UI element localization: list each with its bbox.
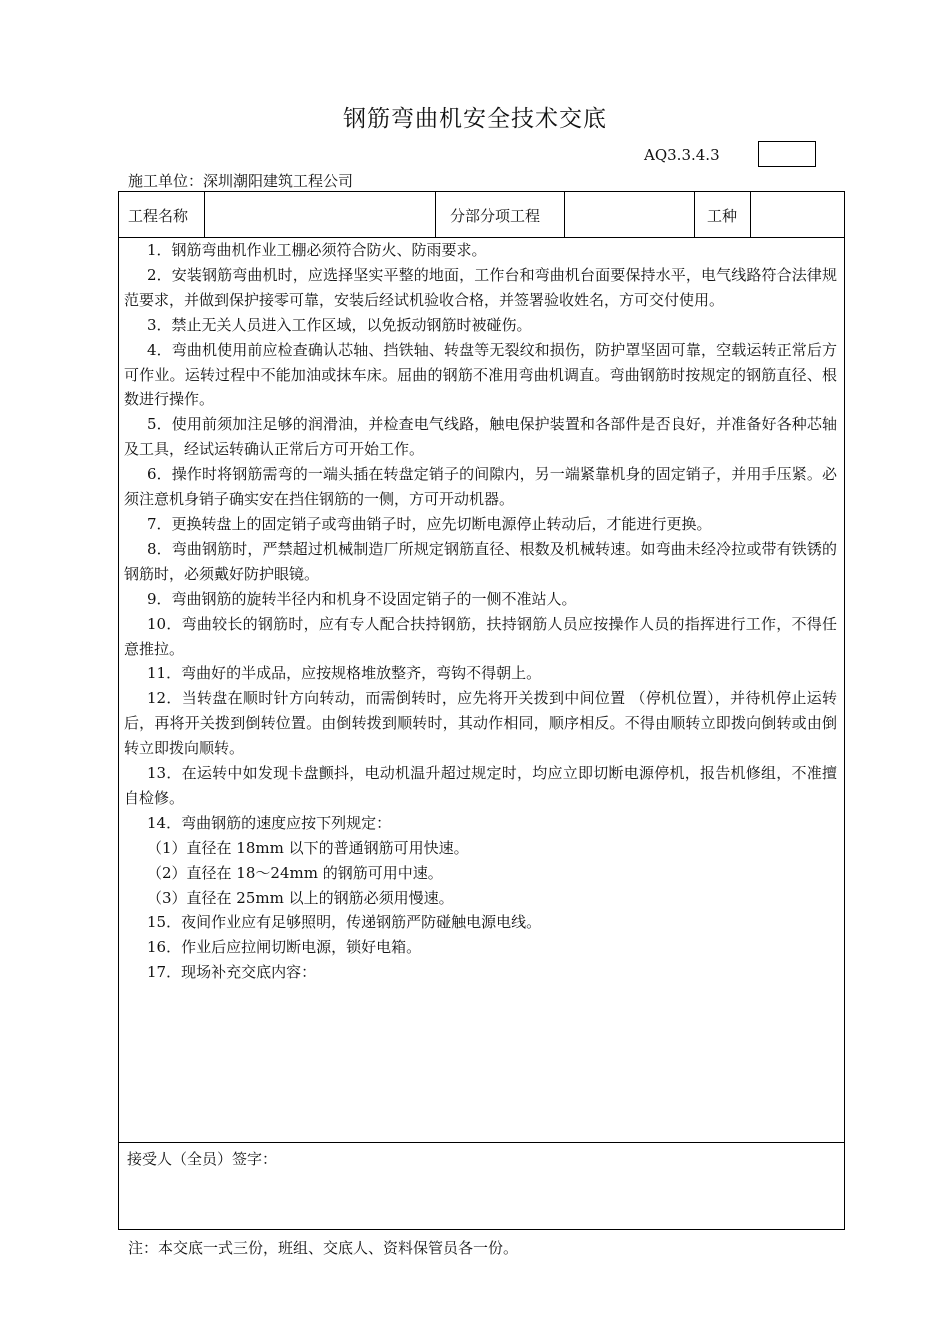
list-item: 3．禁止无关人员进入工作区域，以免扳动钢筋时被碰伤。 [147, 315, 532, 334]
trade-label: 工种 [707, 207, 738, 225]
divider [204, 192, 205, 237]
subproject-label: 分部分项工程 [450, 207, 541, 225]
list-item: 15．夜间作业应有足够照明，传递钢筋严防碰触电源电线。 [147, 913, 542, 932]
divider [694, 192, 695, 237]
project-name-label: 工程名称 [128, 207, 189, 225]
list-item: 16．作业后应拉闸切断电源，锁好电箱。 [147, 938, 422, 957]
document-code: AQ3.3.4.3 [644, 146, 720, 164]
list-item: 1．钢筋弯曲机作业工棚必须符合防火、防雨要求。 [147, 241, 487, 259]
list-item: 9．弯曲钢筋的旋转半径内和机身不设固定销子的一侧不准站人。 [147, 589, 577, 608]
construction-unit: 施工单位：深圳潮阳建筑工程公司 [128, 172, 354, 190]
divider [750, 192, 751, 237]
list-item: 11．弯曲好的半成品，应按规格堆放整齐，弯钩不得朝上。 [147, 664, 542, 683]
header-row [119, 192, 844, 238]
list-item: 7．更换转盘上的固定销子或弯曲销子时，应先切断电源停止转动后，才能进行更换。 [147, 514, 712, 533]
list-item: 2．安装钢筋弯曲机时，应选择坚实平整的地面，工作台和弯曲机台面要保持水平，电气线路符合法律规范要求，并做到保护接零可靠，安装后经试机验收合格，并签署验收姓名，方可交付使用。 [124, 265, 837, 309]
list-item: 8．弯曲钢筋时，严禁超过机械制造厂所规定钢筋直径、根数及机械转速。如弯曲未经冷拉或带有铁锈的钢筋时，必须戴好防护眼镜。 [124, 539, 837, 583]
list-item: 13．在运转中如发现卡盘颤抖，电动机温升超过规定时，均应立即切断电源停机，报告机修组，不准擅自检修。 [124, 764, 837, 807]
list-item: 6．操作时将钢筋需弯的一端头插在转盘定销子的间隙内，另一端紧靠机身的固定销子，并用手压紧。必须注意机身销子确实安在挡住钢筋的一侧，方可开动机器。 [124, 465, 837, 509]
signature-row[interactable] [119, 1142, 844, 1168]
list-item: （3）直径在 25mm 以上的钢筋必须用慢速。 [147, 888, 454, 907]
list-item: （2）直径在 18～24mm 的钢筋可用中速。 [147, 863, 443, 882]
document-title: 钢筋弯曲机安全技术交底 [343, 106, 607, 132]
disclosure-content [124, 237, 837, 985]
footer-note: 注：本交底一式三份，班组、交底人、资料保管员各一份。 [128, 1239, 519, 1257]
list-item: 14．弯曲钢筋的速度应按下列规定： [147, 813, 392, 832]
divider [435, 192, 436, 237]
list-item: 17．现场补充交底内容： [147, 963, 317, 982]
list-item: 5．使用前须加注足够的润滑油，并检查电气线路，触电保护装置和各部件是否良好，并准备好各种芯轴及工具，经试运转确认正常后方可开始工作。 [124, 415, 837, 459]
list-item: 12．当转盘在顺时针方向转动，而需倒转时，应先将开关拨到中间位置 （停机位置），并待机停止运转后，再将开关拨到倒转位置。由倒转拨到顺转时，其动作相同，顺序相反。不得由顺转立即拨向倒转或由倒转立即拨向顺转。 [124, 689, 837, 758]
list-item: 10．弯曲较长的钢筋时，应有专人配合扶持钢筋，扶持钢筋人员应按操作人员的指挥进行工作，不得任意推拉。 [124, 614, 837, 658]
disclosure-table [118, 191, 845, 1230]
signature-label: 接受人（全员）签字： [127, 1150, 278, 1168]
list-item: 4．弯曲机使用前应检查确认芯轴、挡铁轴、转盘等无裂纹和损伤，防护罩坚固可靠，空载运转正常后方可作业。运转过程中不能加油或抹车床。屈曲的钢筋不准用弯曲机调直。弯曲钢筋时按规定的钢筋直径、根数进行操作。 [124, 340, 837, 409]
code-input-box[interactable] [758, 141, 816, 167]
divider [564, 192, 565, 237]
list-item: （1）直径在 18mm 以下的普通钢筋可用快速。 [147, 838, 469, 857]
